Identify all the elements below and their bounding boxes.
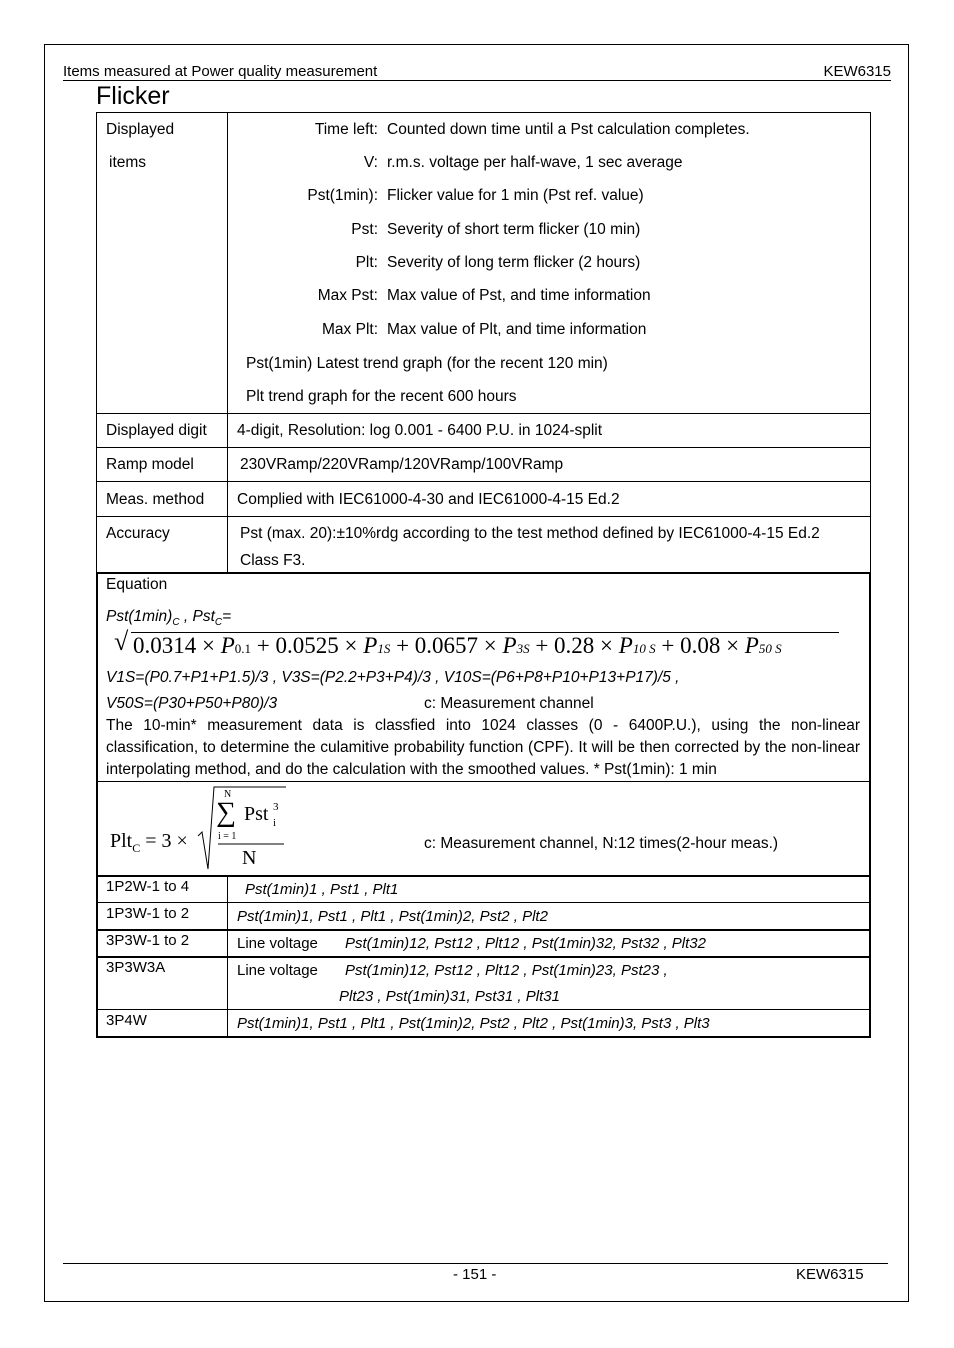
wiring-label-3p3w: 3P3W-1 to 2 xyxy=(106,932,190,949)
wiring-prefix-3p3w: Line voltage xyxy=(237,935,318,952)
wiring-value-1p2w: Pst(1min)1 , Pst1 , Plt1 xyxy=(245,881,399,898)
item-key-pst1min: Pst(1min): xyxy=(307,187,378,204)
wiring-value-3p3w3a-2: Plt23 , Pst(1min)31, Pst31 , Plt31 xyxy=(339,988,560,1005)
spec-label-method: Meas. method xyxy=(106,491,205,508)
sum-top: N xyxy=(224,789,232,800)
item-key-max-plt: Max Plt: xyxy=(322,321,378,338)
item-desc-v: r.m.s. voltage per half-wave, 1 sec average xyxy=(387,154,683,171)
page-number: - 151 - xyxy=(453,1266,497,1283)
item-key-time-left: Time left: xyxy=(314,121,378,138)
footer-model: KEW6315 xyxy=(796,1266,864,1283)
item-key-max-pst: Max Pst: xyxy=(317,287,378,304)
wiring-label-1p3w: 1P3W-1 to 2 xyxy=(106,905,190,922)
spec-label-accuracy: Accuracy xyxy=(106,525,170,542)
wiring-value-1p3w: Pst(1min)1, Pst1 , Plt1 , Pst(1min)2, Pst2 , Plt2 xyxy=(237,908,548,925)
equation-label: Equation xyxy=(106,576,168,593)
spec-value-method: Complied with IEC61000-4-30 and IEC61000-4-15 Ed.2 xyxy=(237,491,620,508)
sum-bottom: i = 1 xyxy=(218,831,237,842)
plt-denominator: N xyxy=(242,847,257,869)
header-left: Items measured at Power quality measurement xyxy=(63,63,378,80)
page-header xyxy=(63,63,891,81)
pst-formula: 0.0314 × P0.1 + 0.0525 × P1S + 0.0657 × P3S + 0.28 × P10 S + 0.08 × P50 S xyxy=(133,633,782,658)
item-key-v: V: xyxy=(363,154,378,171)
pst-sub: i xyxy=(273,817,277,829)
item-desc-max-plt: Max value of Plt, and time information xyxy=(387,321,647,338)
channel-note: c: Measurement channel xyxy=(424,695,594,712)
spec-value-digit: 4-digit, Resolution: log 0.001 - 6400 P.U. in 1024-split xyxy=(237,422,603,439)
plt-note: c: Measurement channel, N:12 times(2-hour meas.) xyxy=(424,835,779,852)
footer-rule xyxy=(63,1263,888,1264)
spec-table-divider xyxy=(227,112,228,574)
item-desc-pst1min: Flicker value for 1 min (Pst ref. value) xyxy=(387,187,644,204)
sqrt-sign: √ xyxy=(114,627,129,656)
displayed-items-label-2: items xyxy=(109,154,147,171)
item-trend-pst: Pst(1min) Latest trend graph (for the recent 120 min) xyxy=(246,355,608,372)
item-key-pst: Pst: xyxy=(351,221,378,238)
wiring-divider xyxy=(227,876,228,1037)
cpf-paragraph: The 10-min* measurement data is classfied into 1024 classes (0 - 6400P.U.), using the non-linear classification, to determine the culamitive probability function (CPF). It will be then corrected by the non-linear interpolating method, and do the calculation with the smoothed values. * Pst(1min): 1 min xyxy=(106,717,860,778)
v-definitions-1: V1S=(P0.7+P1+P1.5)/3 , V3S=(P2.2+P3+P4)/3 , V10S=(P6+P8+P10+P13+P17)/5 , xyxy=(106,669,680,686)
spec-value-accuracy-2: Class F3. xyxy=(240,552,306,569)
section-title: Flicker xyxy=(96,82,170,110)
spec-value-ramp: 230VRamp/220VRamp/120VRamp/100VRamp xyxy=(240,456,564,473)
pst-term: Pst xyxy=(244,803,269,825)
wiring-label-3p3w3a: 3P3W3A xyxy=(106,959,166,976)
plt-lhs: Plt$_C$ = 3 × xyxy=(110,830,188,855)
wiring-value-3p4w: Pst(1min)1, Pst1 , Plt1 , Pst(1min)2, Pst2 , Plt2 , Pst(1min)3, Pst3 , Plt3 xyxy=(237,1015,710,1032)
item-desc-pst: Severity of short term flicker (10 min) xyxy=(387,221,641,238)
spec-value-accuracy-1: Pst (max. 20):±10%rdg according to the test method defined by IEC61000-4-15 Ed.2 xyxy=(240,525,820,542)
wiring-label-3p4w: 3P4W xyxy=(106,1012,147,1029)
pst-lhs: $Pst(1\min)_C$ , Pst$_C$= xyxy=(106,608,232,629)
item-desc-time-left: Counted down time until a Pst calculation completes. xyxy=(387,121,750,138)
item-desc-max-pst: Max value of Pst, and time information xyxy=(387,287,651,304)
spec-label-digit: Displayed digit xyxy=(106,422,207,439)
wiring-value-3p3w3a: Pst(1min)12, Pst12 , Plt12 , Pst(1min)23, Pst23 , xyxy=(345,962,668,979)
sum-sigma: ∑ xyxy=(216,797,236,828)
header-right: KEW6315 xyxy=(823,63,891,80)
spec-label-ramp: Ramp model xyxy=(106,456,194,473)
wiring-value-3p3w: Pst(1min)12, Pst12 , Plt12 , Pst(1min)32, Pst32 , Plt32 xyxy=(345,935,706,952)
displayed-items-label: Displayed xyxy=(106,121,175,138)
item-trend-plt: Plt trend graph for the recent 600 hours xyxy=(246,388,517,405)
pst-sup: 3 xyxy=(273,801,279,813)
item-desc-plt: Severity of long term flicker (2 hours) xyxy=(387,254,641,271)
item-key-plt: Plt: xyxy=(355,254,378,271)
v-definitions-2: V50S=(P30+P50+P80)/3 xyxy=(106,695,278,712)
wiring-label-1p2w: 1P2W-1 to 4 xyxy=(106,878,190,895)
wiring-prefix-3p3w3a: Line voltage xyxy=(237,962,318,979)
